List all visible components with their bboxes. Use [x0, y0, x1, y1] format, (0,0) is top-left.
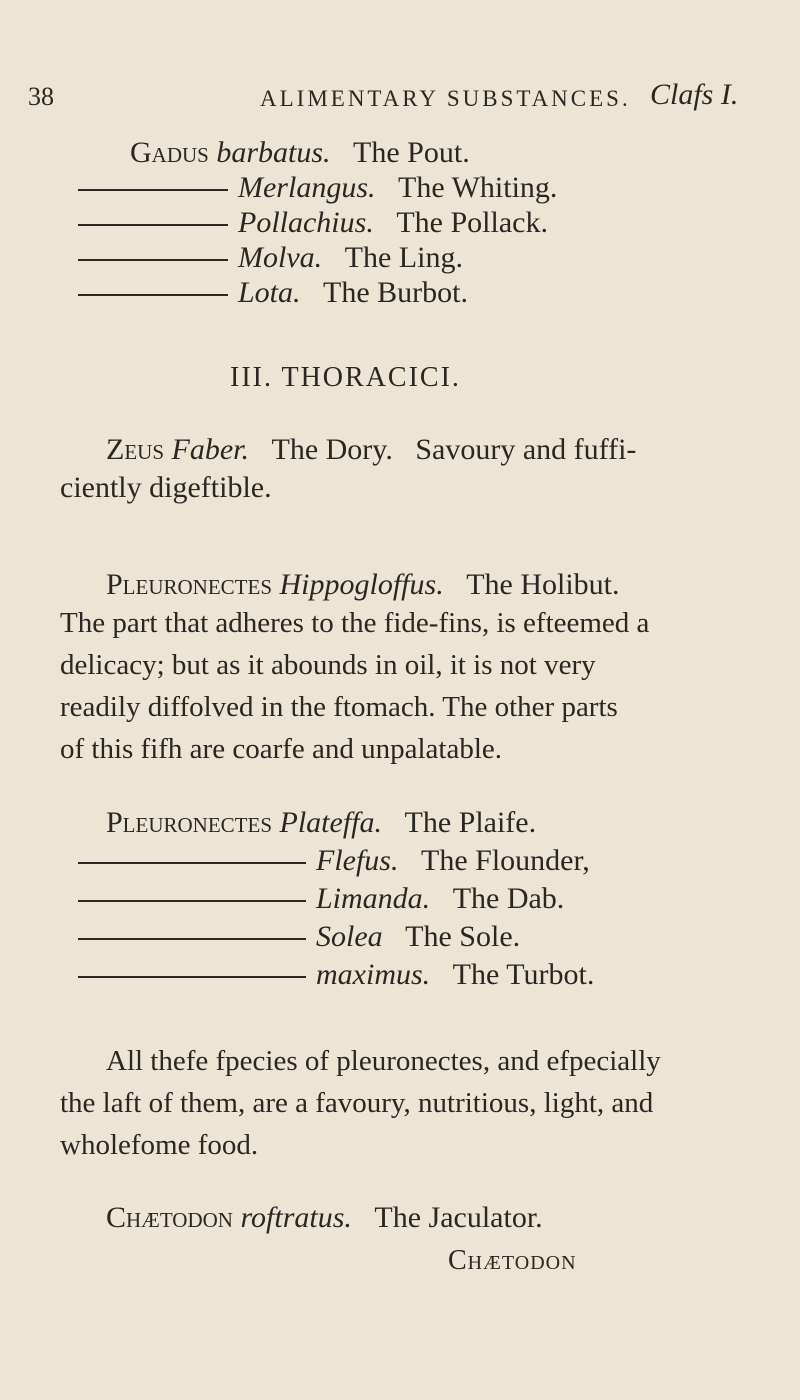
- common-name: The Burbot.: [323, 276, 469, 309]
- entry-limanda: [78, 881, 564, 917]
- common-name: The Pollack.: [396, 206, 548, 239]
- common-name: The Flounder,: [421, 844, 590, 877]
- ditto-rule: [78, 976, 306, 978]
- hippoglossus-paragraph: [60, 602, 750, 770]
- entry-solea: [78, 919, 520, 955]
- species-name: Faber.: [171, 433, 249, 466]
- entry-lota: [78, 275, 468, 311]
- common-name: The Dab.: [452, 882, 565, 915]
- entry-pollachius: [78, 205, 548, 241]
- common-name: The Jaculator.: [374, 1201, 543, 1234]
- common-name: The Whiting.: [398, 171, 558, 204]
- ditto-rule: [78, 938, 306, 940]
- entry-zeus-faber: [106, 432, 636, 468]
- text-line: wholefome food.: [60, 1129, 259, 1161]
- genus-name: Pleuronectes: [106, 806, 273, 839]
- species-name: Limanda.: [316, 882, 431, 915]
- species-name: Pollachius.: [238, 206, 374, 239]
- running-title: ALIMENTARY SUBSTANCES.: [260, 86, 631, 111]
- text-line: All thefe fpecies of pleuronectes, and efpecially: [106, 1045, 661, 1077]
- ditto-rule: [78, 900, 306, 902]
- species-name: Flefus.: [316, 844, 399, 877]
- common-name: The Turbot.: [452, 958, 595, 991]
- species-name: roftratus.: [240, 1201, 352, 1234]
- genus-name: Chætodon: [106, 1201, 233, 1234]
- common-name: The Sole.: [405, 920, 521, 953]
- genus-name: Zeus: [106, 433, 164, 466]
- entry-molva: [78, 240, 463, 276]
- text-line: of this fifh are coarfe and unpalatable.: [60, 733, 503, 765]
- entry-platessa: [106, 805, 536, 841]
- common-name: The Pout.: [353, 136, 470, 169]
- species-name: Merlangus.: [238, 171, 376, 204]
- genus-name: Gadus: [130, 136, 209, 169]
- genus-name: Pleuronectes: [106, 568, 273, 601]
- text-line: The part that adheres to the fide-fins, is efteemed a: [60, 607, 650, 639]
- common-name: The Holibut.: [466, 568, 620, 601]
- common-name: The Plaife.: [404, 806, 537, 839]
- ditto-rule: [78, 189, 228, 191]
- ditto-rule: [78, 224, 228, 226]
- running-header: [28, 78, 768, 122]
- entry-chaetodon: [106, 1200, 543, 1236]
- species-name: Hippogloffus.: [279, 568, 444, 601]
- summary-paragraph: [60, 1040, 750, 1166]
- page-number: 38: [28, 82, 54, 111]
- section-heading: III. THORACICI.: [230, 362, 461, 393]
- entry-merlangus: [78, 170, 557, 206]
- text-line: readily diffolved in the ftomach. The other parts: [60, 691, 618, 723]
- text-line: delicacy; but as it abounds in oil, it is not very: [60, 649, 596, 681]
- ditto-rule: [78, 294, 228, 296]
- text-line: the laft of them, are a favoury, nutritious, light, and: [60, 1087, 654, 1119]
- common-name: The Ling.: [344, 241, 463, 274]
- species-name: Solea: [316, 920, 383, 953]
- entry-maximus: [78, 957, 594, 993]
- entry-zeus-note-continued: ciently digeftible.: [60, 471, 272, 504]
- entry-hippoglossus: [106, 567, 620, 603]
- species-name: Plateffa.: [279, 806, 382, 839]
- entry-note: Savoury and fuffi-: [415, 433, 637, 466]
- common-name: The Dory.: [271, 433, 393, 466]
- catchword: Chætodon: [448, 1245, 577, 1276]
- species-name: Molva.: [238, 241, 323, 274]
- species-name: barbatus.: [216, 136, 331, 169]
- entry-flesus: [78, 843, 590, 879]
- species-name: maximus.: [316, 958, 431, 991]
- ditto-rule: [78, 862, 306, 864]
- entry-gadus-barbatus: [130, 135, 470, 171]
- ditto-rule: [78, 259, 228, 261]
- class-mark: Clafs I.: [650, 78, 739, 111]
- species-name: Lota.: [238, 276, 301, 309]
